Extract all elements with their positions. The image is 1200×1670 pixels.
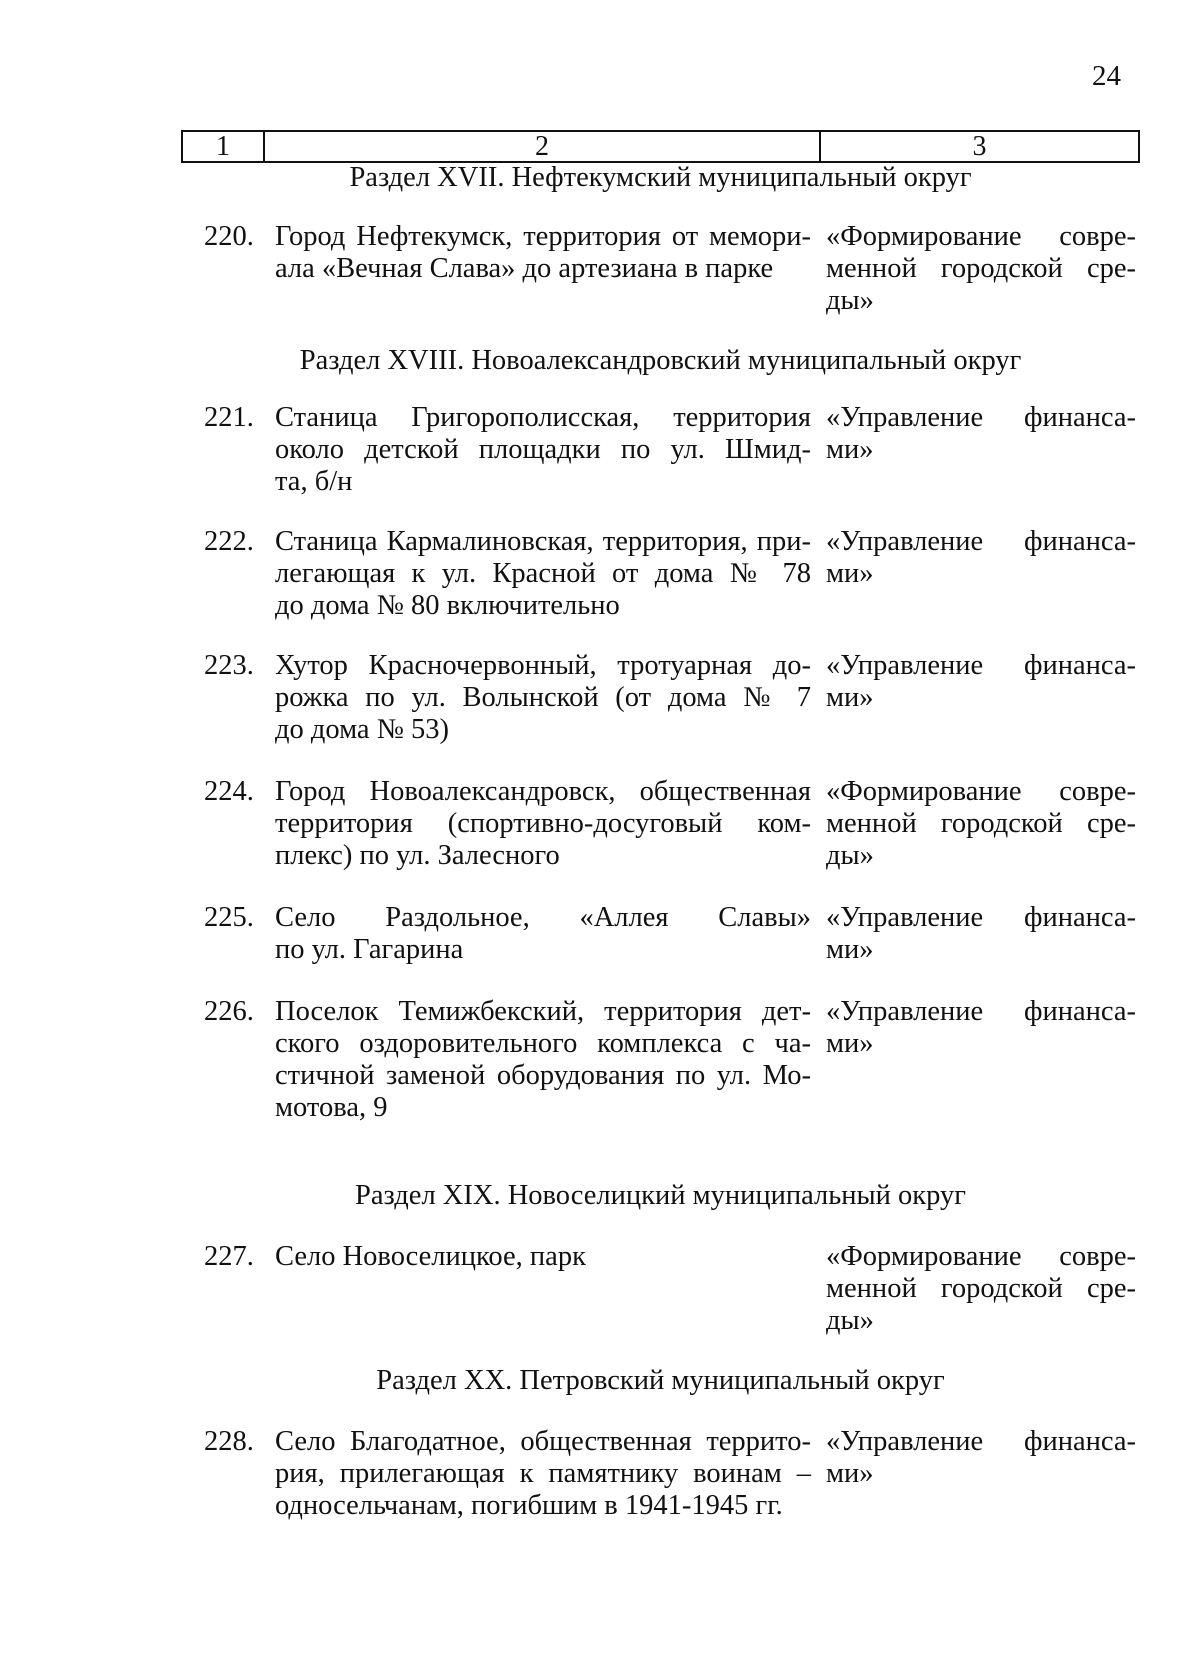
program-line: «Управление финанса- bbox=[826, 526, 1136, 557]
territory-description bbox=[275, 902, 811, 966]
territory-description bbox=[275, 526, 811, 622]
program-line: ми» bbox=[826, 1458, 874, 1489]
program-line: ды» bbox=[826, 285, 874, 316]
row-number: 226. bbox=[204, 996, 254, 1027]
column-header-3: 3 bbox=[972, 130, 987, 162]
program-name bbox=[826, 996, 1136, 1060]
description-line: Хутор Красночервонный, тротуарная до- bbox=[275, 650, 811, 681]
program-name bbox=[826, 902, 1136, 966]
territory-description bbox=[275, 402, 811, 498]
section-title: Раздел XX. Петровский муниципальный округ bbox=[376, 1365, 945, 1396]
program-line: ми» bbox=[826, 934, 874, 965]
description-line: ала «Вечная Слава» до артезиана в парке bbox=[275, 253, 774, 284]
row-number: 221. bbox=[204, 402, 254, 433]
description-line: Село Благодатное, общественная террито- bbox=[275, 1426, 811, 1457]
program-name bbox=[826, 526, 1136, 590]
program-line: «Управление финанса- bbox=[826, 1426, 1136, 1457]
description-line: та, б/н bbox=[275, 466, 353, 497]
column-header-2: 2 bbox=[265, 132, 821, 161]
program-name bbox=[826, 776, 1136, 872]
description-line: односельчанам, погибшим в 1941-1945 гг. bbox=[275, 1490, 783, 1521]
description-line: Город Нефтекумск, территория от мемори- bbox=[275, 221, 811, 252]
program-name bbox=[826, 650, 1136, 714]
description-line: территория (спортивно-досуговый ком- bbox=[275, 808, 811, 839]
description-line: по ул. Гагарина bbox=[275, 934, 464, 965]
section-title: Раздел XVIII. Новоалександровский муниципальный округ bbox=[299, 345, 1022, 376]
row-number: 220. bbox=[204, 221, 254, 252]
program-line: ми» bbox=[826, 558, 874, 589]
description-line: Станица Григорополисская, территория bbox=[275, 402, 811, 433]
territory-description bbox=[275, 776, 811, 872]
territory-description bbox=[275, 1426, 811, 1522]
page-number: 24 bbox=[1092, 60, 1121, 92]
program-line: менной городской сре- bbox=[826, 808, 1136, 839]
column-header-1: 1 bbox=[183, 132, 265, 161]
program-line: менной городской сре- bbox=[826, 253, 1136, 284]
program-name bbox=[826, 1426, 1136, 1490]
row-number: 228. bbox=[204, 1426, 254, 1457]
description-line: до дома № 53) bbox=[275, 714, 450, 745]
program-line: «Управление финанса- bbox=[826, 650, 1136, 681]
description-line: около детской площадки по ул. Шмид- bbox=[275, 434, 811, 465]
program-line: «Управление финанса- bbox=[826, 996, 1136, 1027]
program-line: «Управление финанса- bbox=[826, 902, 1136, 933]
territory-description bbox=[275, 221, 811, 285]
program-line: ды» bbox=[826, 1305, 874, 1336]
territory-description bbox=[275, 650, 811, 746]
description-line: Поселок Темижбекский, территория дет- bbox=[275, 996, 811, 1027]
row-number: 223. bbox=[204, 650, 254, 681]
description-line: мотова, 9 bbox=[275, 1092, 388, 1123]
description-line: Станица Кармалиновская, территория, при- bbox=[275, 526, 811, 557]
section-title: Раздел XVII. Нефтекумский муниципальный округ bbox=[349, 162, 972, 193]
program-line: «Формирование совре- bbox=[826, 776, 1136, 807]
section-title: Раздел XIX. Новоселицкий муниципальный округ bbox=[355, 1180, 966, 1211]
description-line: Село Раздольное, «Аллея Славы» bbox=[275, 902, 811, 933]
program-name bbox=[826, 402, 1136, 466]
program-name bbox=[826, 221, 1136, 317]
program-line: менной городской сре- bbox=[826, 1273, 1136, 1304]
description-line: до дома № 80 включительно bbox=[275, 590, 620, 621]
program-line: ми» bbox=[826, 1028, 874, 1059]
description-line: Село Новоселицкое, парк bbox=[275, 1241, 586, 1272]
description-line: Город Новоалександровск, общественная bbox=[275, 776, 811, 807]
program-line: ми» bbox=[826, 434, 874, 465]
description-line: плекс) по ул. Залесного bbox=[275, 840, 560, 871]
program-line: ми» bbox=[826, 682, 874, 713]
row-number: 225. bbox=[204, 902, 254, 933]
program-name bbox=[826, 1241, 1136, 1337]
row-number: 227. bbox=[204, 1241, 254, 1272]
program-line: «Формирование совре- bbox=[826, 221, 1136, 252]
program-line: ды» bbox=[826, 840, 874, 871]
territory-description bbox=[275, 996, 811, 1124]
description-line: рожка по ул. Волынской (от дома № 7 bbox=[275, 682, 811, 713]
row-number: 222. bbox=[204, 526, 254, 557]
row-number: 224. bbox=[204, 776, 254, 807]
territory-description bbox=[275, 1241, 811, 1273]
description-line: рия, прилегающая к памятнику воинам – bbox=[275, 1458, 811, 1489]
description-line: ского оздоровительного комплекса с ча- bbox=[275, 1028, 811, 1059]
description-line: стичной заменой оборудования по ул. Мо- bbox=[275, 1060, 811, 1091]
program-line: «Формирование совре- bbox=[826, 1241, 1136, 1272]
program-line: «Управление финанса- bbox=[826, 402, 1136, 433]
description-line: легающая к ул. Красной от дома № 78 bbox=[275, 558, 811, 589]
